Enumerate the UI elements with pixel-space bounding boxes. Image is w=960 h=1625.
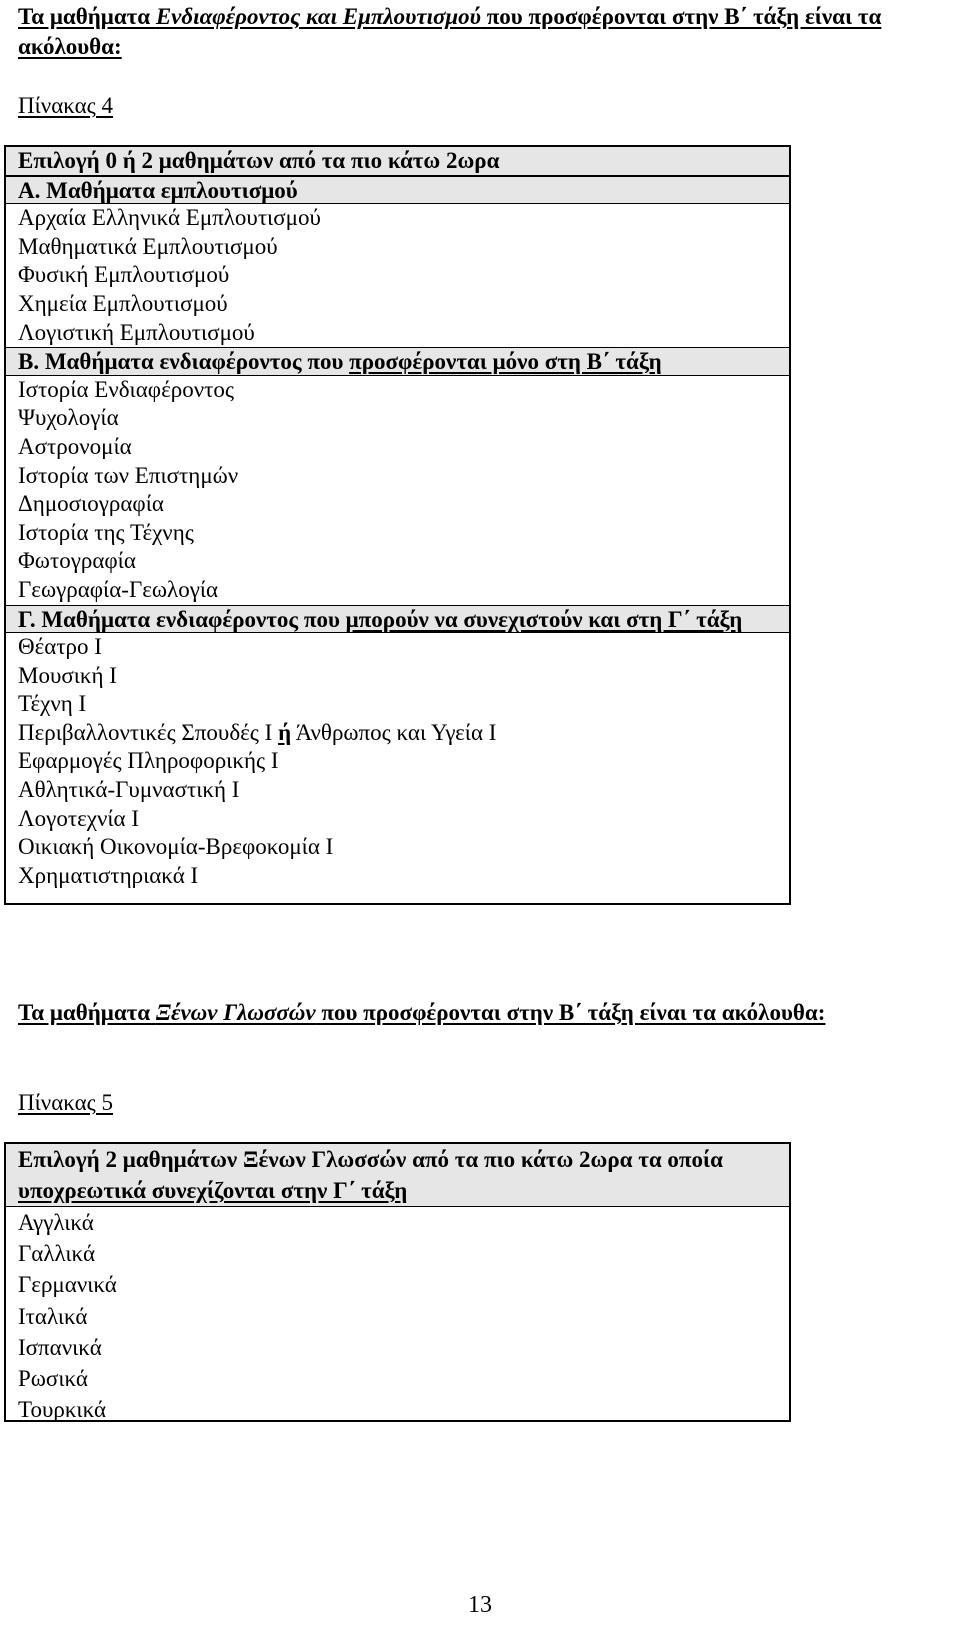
table5-intro-pre: Επιλογή 2 μαθημάτων Ξένων Γλωσσών από τα πιο κάτω 2ωρα τα οποία xyxy=(18,1147,723,1172)
page-number: 13 xyxy=(468,1592,492,1618)
list-item: Φυσική Εμπλουτισμού xyxy=(18,262,230,288)
list-item: Χημεία Εμπλουτισμού xyxy=(18,290,228,316)
list-item: Αστρονομία xyxy=(18,433,132,459)
list-item: Τέχνη Ι xyxy=(18,691,87,717)
list-item: Λογιστική Εμπλουτισμού xyxy=(18,319,255,345)
section-b-title xyxy=(6,347,789,376)
section-b-pre: Β. Μαθήματα ενδιαφέροντος που xyxy=(18,349,350,375)
list-item: Ιταλικά xyxy=(18,1303,88,1329)
list-item: Ιστορία της Τέχνης xyxy=(18,519,194,545)
list-item: Γερμανικά xyxy=(18,1272,117,1298)
env-pre: Περιβαλλοντικές Σπουδές Ι xyxy=(18,719,279,745)
list-item: Μαθηματικά Εμπλουτισμού xyxy=(18,233,278,259)
list-item: Γεωγραφία-Γεωλογία xyxy=(18,576,219,602)
heading2-post: που προσφέρονται στην Β΄ τάξη είναι τα ακόλουθα: xyxy=(315,1000,826,1025)
section-b-underlined: προσφέρονται μόνο στη Β΄ τάξη xyxy=(349,349,662,375)
section-c-pre: Γ. Μαθήματα ενδιαφέροντος που xyxy=(18,606,346,632)
list-item: Τουρκικά xyxy=(18,1397,107,1423)
section-a-title: Α. Μαθήματα εμπλουτισμού xyxy=(6,176,789,205)
list-item: Μουσική Ι xyxy=(18,662,117,688)
table4-intro: Επιλογή 0 ή 2 μαθημάτων από τα πιο κάτω 2ωρα xyxy=(6,147,789,176)
list-item: Ιστορία Ενδιαφέροντος xyxy=(18,376,234,402)
list-item: Αθλητικά-Γυμναστική Ι xyxy=(18,777,240,803)
table4-label: Πίνακας 4 xyxy=(18,93,114,118)
heading1-italic: Ενδιαφέροντος και Εμπλουτισμού xyxy=(155,4,481,29)
heading2-pre: Τα μαθήματα xyxy=(18,1000,156,1025)
env-post: Άνθρωπος και Υγεία Ι xyxy=(291,719,497,745)
heading-elective-courses xyxy=(18,2,956,62)
list-item: Γαλλικά xyxy=(18,1241,95,1267)
table5-intro-underlined: υποχρεωτικά συνεχίζονται στην Γ΄ τάξη xyxy=(18,1178,408,1203)
list-item-env-or-health xyxy=(6,719,789,748)
list-item: Θέατρο Ι xyxy=(18,634,102,660)
list-item: Φωτογραφία xyxy=(18,548,136,574)
env-or: ή xyxy=(278,719,292,745)
list-item: Ισπανικά xyxy=(18,1334,102,1360)
list-item: Ιστορία των Επιστημών xyxy=(18,462,239,488)
list-item: Χρηματιστηριακά Ι xyxy=(18,862,199,888)
table5-label: Πίνακας 5 xyxy=(18,1090,114,1115)
list-item: Εφαρμογές Πληροφορικής Ι xyxy=(18,748,279,774)
table5-intro xyxy=(6,1144,789,1207)
table-5 xyxy=(4,1142,791,1422)
section-c-underlined: μπορούν να συνεχιστούν και στη Γ΄ τάξη xyxy=(345,606,743,632)
heading1-post: που προσφέρονται στην Β΄ τάξη είναι τα ακόλουθα: xyxy=(18,4,882,59)
heading2-italic: Ξένων Γλωσσών xyxy=(155,1000,316,1025)
list-item: Οικιακή Οικονομία-Βρεφοκομία Ι xyxy=(18,834,334,860)
list-item: Ρωσικά xyxy=(18,1365,88,1391)
list-item: Λογοτεχνία Ι xyxy=(18,805,139,831)
list-item: Δημοσιογραφία xyxy=(18,491,164,517)
table-4 xyxy=(4,145,791,905)
list-item: Ψυχολογία xyxy=(18,405,119,431)
section-c-title xyxy=(6,605,789,634)
list-item: Αγγλικά xyxy=(18,1210,94,1235)
list-item: Αρχαία Ελληνικά Εμπλουτισμού xyxy=(18,205,321,231)
heading-foreign-languages xyxy=(18,998,956,1028)
heading1-pre: Τα μαθήματα xyxy=(18,4,156,29)
